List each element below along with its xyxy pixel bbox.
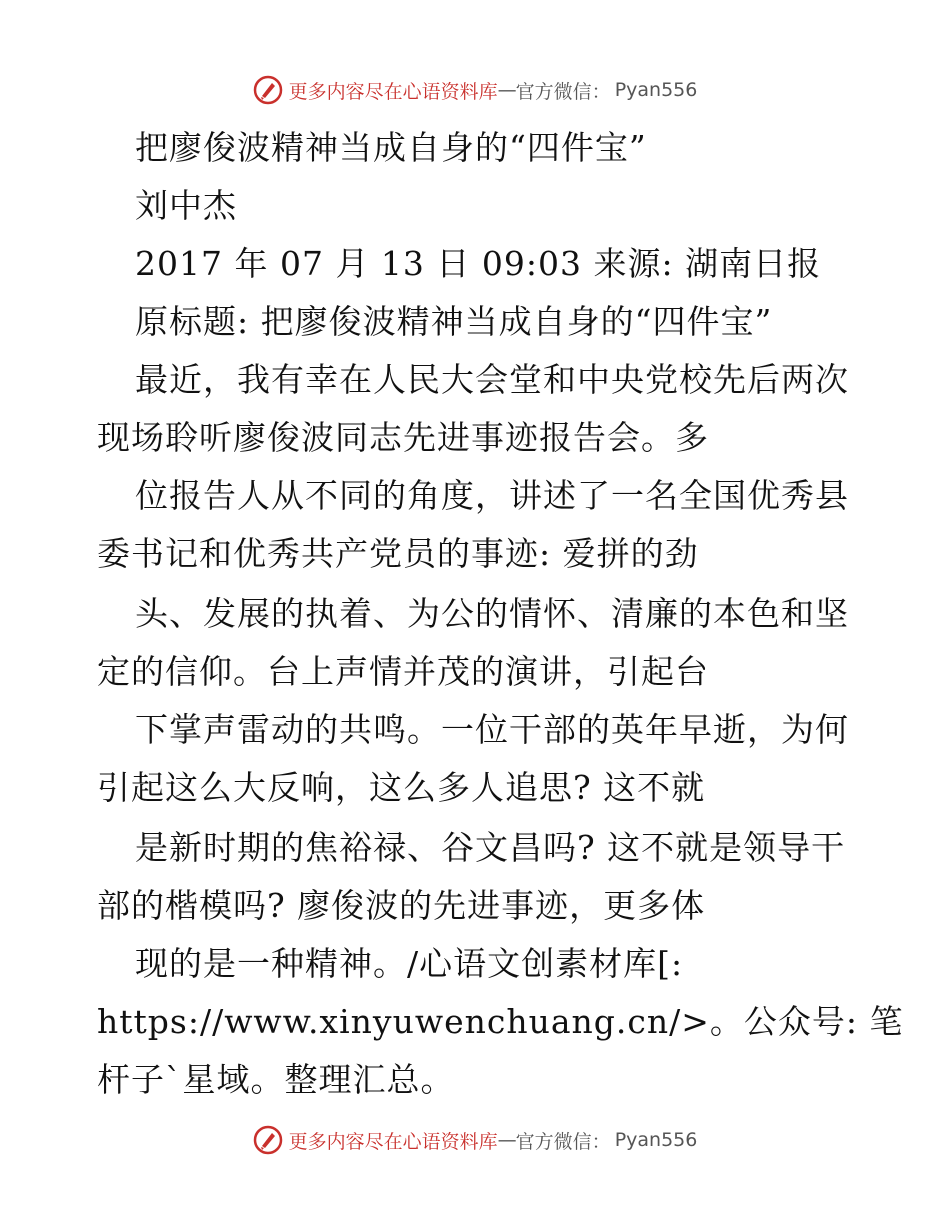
article-meta: 2017 年 07 月 13 日 09:03 来源: 湖南日报 bbox=[135, 244, 822, 283]
body-line-url: https://www.xinyuwenchuang.cn/>。公众号: 笔 bbox=[97, 1002, 904, 1041]
body-line: 最近，我有幸在人民大会堂和中央党校先后两次 bbox=[135, 360, 849, 399]
article-title: 把廖俊波精神当成自身的“四件宝” bbox=[135, 128, 647, 167]
body-line: 杆子`星域。整理汇总。 bbox=[97, 1060, 455, 1099]
footer-brand-text: 更多内容尽在心语资料库 bbox=[288, 1130, 498, 1153]
article-original-title: 原标题: 把廖俊波精神当成自身的“四件宝” bbox=[135, 302, 773, 341]
body-line: 下掌声雷动的共鸣。一位干部的英年早逝，为何 bbox=[135, 710, 849, 749]
brand-logo-icon bbox=[253, 75, 283, 105]
footer-wechat-id: Pyan556 bbox=[614, 1129, 698, 1151]
article-author: 刘中杰 bbox=[135, 186, 237, 225]
header-wechat-id: Pyan556 bbox=[614, 79, 698, 101]
header-dash: — bbox=[497, 79, 516, 101]
body-line: 部的楷模吗? 廖俊波的先进事迹，更多体 bbox=[97, 886, 706, 925]
body-line: 是新时期的焦裕禄、谷文昌吗? 这不就是领导干 bbox=[135, 828, 846, 867]
body-line: 位报告人从不同的角度，讲述了一名全国优秀县 bbox=[135, 476, 849, 515]
body-line: 定的信仰。台上声情并茂的演讲，引起台 bbox=[97, 652, 709, 691]
body-line: 头、发展的执着、为公的情怀、清廉的本色和坚 bbox=[135, 594, 849, 633]
footer-watermark bbox=[0, 1118, 950, 1162]
footer-dash: — bbox=[497, 1129, 516, 1151]
body-line: 现的是一种精神。/心语文创素材库[: bbox=[135, 944, 684, 983]
body-line: 现场聆听廖俊波同志先进事迹报告会。多 bbox=[97, 418, 709, 457]
header-wechat-label: 官方微信： bbox=[515, 80, 611, 103]
body-line: 委书记和优秀共产党员的事迹: 爱拼的劲 bbox=[97, 534, 699, 573]
header-brand-text: 更多内容尽在心语资料库 bbox=[288, 80, 498, 103]
footer-wechat-label: 官方微信： bbox=[515, 1130, 611, 1153]
body-line: 引起这么大反响，这么多人追思? 这不就 bbox=[97, 768, 706, 807]
brand-logo-icon bbox=[253, 1125, 283, 1155]
header-watermark bbox=[0, 68, 950, 112]
